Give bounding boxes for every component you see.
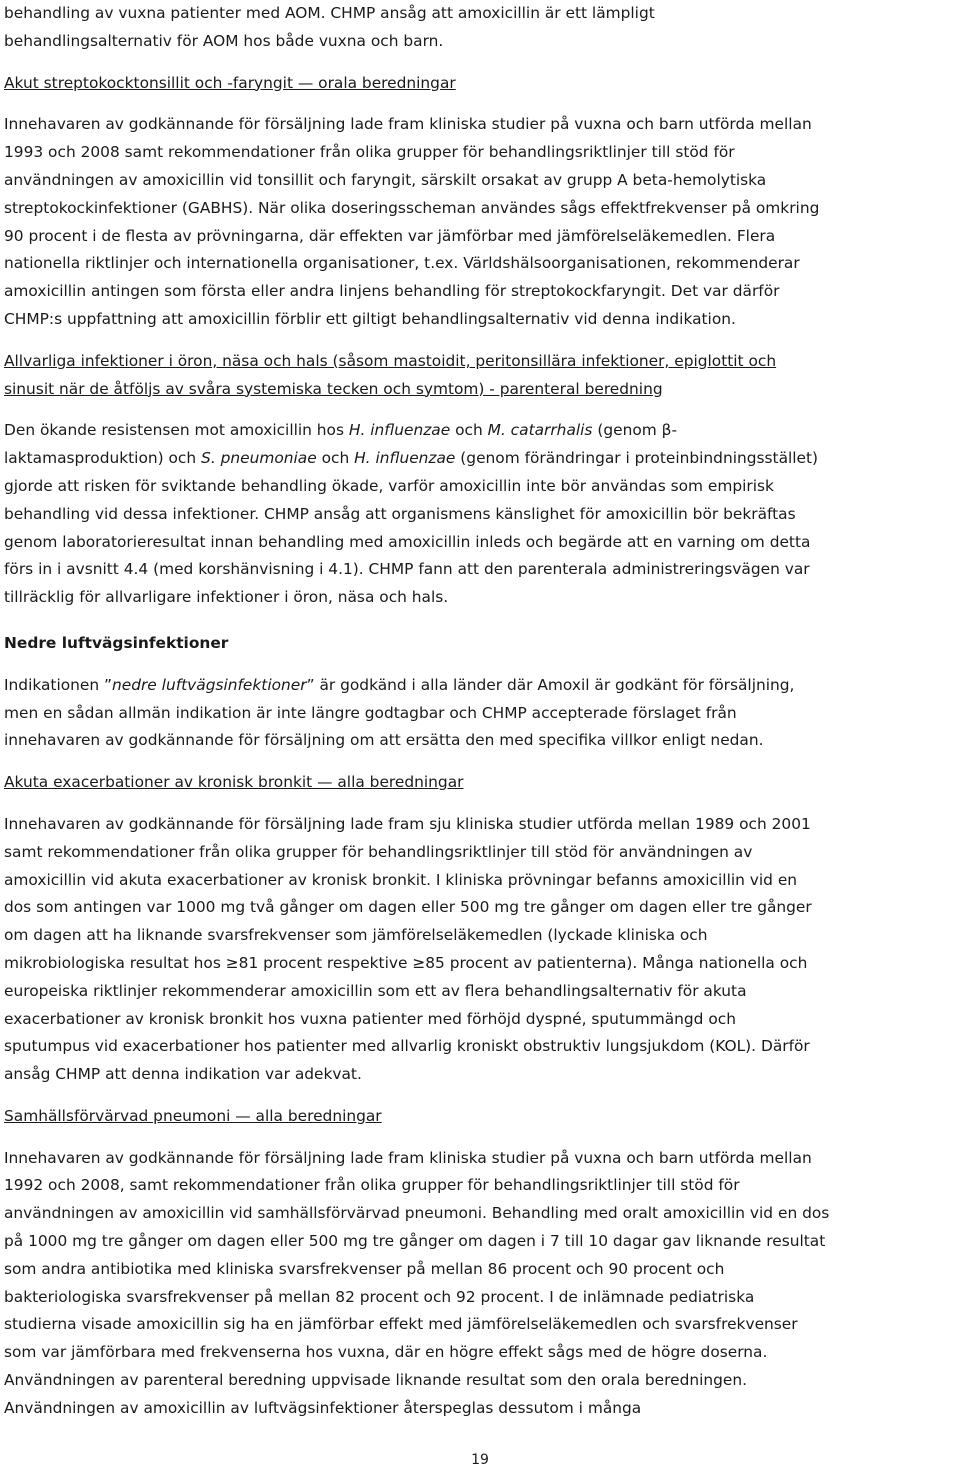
paragraph-line: Innehavaren av godkännande för försäljning lade fram kliniska studier på vuxna och barn utförda mellan	[4, 115, 812, 134]
organism-name: S. pneumoniae	[201, 449, 317, 468]
organism-name: M. catarrhalis	[487, 421, 593, 440]
paragraph-line: genom laboratorieresultat innan behandling med amoxicillin inleds och begärde att en varning om detta	[4, 532, 811, 551]
paragraph-line: användningen av amoxicillin vid tonsillit och faryngit, särskilt orsakat av grupp A beta-hemolytiska	[4, 170, 767, 189]
paragraph-line: Användningen av amoxicillin av luftvägsinfektioner återspeglas dessutom i många	[4, 1398, 642, 1417]
paragraph-line: 1992 och 2008, samt rekommendationer från olika grupper för behandlingsriktlinjer till stöd för	[4, 1176, 740, 1195]
text-run: (genom β-	[592, 421, 678, 440]
paragraph-line: mikrobiologiska resultat hos ≥81 procent respektive ≥85 procent av patienterna). Många nationella och	[4, 953, 808, 972]
text-run: Indikationen ”	[4, 675, 112, 694]
paragraph-line: amoxicillin antingen som första eller andra linjens behandling för streptokockfaryngit. Det var därför	[4, 282, 780, 301]
page-number: 19	[471, 1452, 489, 1468]
text-run: ” är godkänd i alla länder där Amoxil är godkänt för försäljning,	[306, 675, 795, 694]
paragraph-line: nationella riktlinjer och internationella organisationer, t.ex. Världshälsoorganisationen, rekommenderar	[4, 254, 800, 273]
intro-line: behandlingsalternativ för AOM hos både vuxna och barn.	[4, 31, 444, 50]
paragraph-line: gjorde att risken för sviktande behandling ökade, varför amoxicillin inte bör användas som empirisk	[4, 476, 774, 495]
paragraph-line: men en sådan allmän indikation är inte längre godtagbar och CHMP accepterade förslaget från	[4, 703, 737, 722]
text-run: och	[316, 449, 355, 468]
section-heading-ear: Allvarliga infektioner i öron, näsa och hals (såsom mastoidit, peritonsillära infektioner, epiglottit och	[4, 351, 777, 370]
paragraph-line: 90 procent i de flesta av prövningarna, där effekten var jämförbar med jämförelseläkemedlen. Flera	[4, 226, 776, 245]
paragraph-line: som var jämförbara med frekvenserna hos vuxna, där en högre effekt sågs med de högre doserna.	[4, 1343, 768, 1362]
paragraph-line: behandling vid dessa infektioner. CHMP ansåg att organismens känslighet för amoxicillin bör bekräftas	[4, 504, 796, 523]
paragraph-line: studierna visade amoxicillin sig ha en jämförbar effekt med jämförelseläkemedlen och svarsfrekvenser	[4, 1315, 798, 1334]
text-run: Den ökande resistensen mot amoxicillin hos	[4, 421, 349, 440]
intro-line: behandling av vuxna patienter med AOM. CHMP ansåg att amoxicillin är ett lämpligt	[4, 4, 655, 22]
paragraph-line: bakteriologiska svarsfrekvenser på mellan 82 procent och 92 procent. I de inlämnade pediatriska	[4, 1287, 755, 1306]
text-run: (genom förändringar i proteinbindningsstället)	[455, 449, 819, 468]
paragraph-line: om dagen att ha liknande svarsfrekvenser som jämförelseläkemedlen (lyckade kliniska och	[4, 926, 708, 945]
paragraph-line: exacerbationer av kronisk bronkit hos vuxna patienter med förhöjd dyspné, sputummängd och	[4, 1009, 736, 1028]
paragraph-line: CHMP:s uppfattning att amoxicillin förblir ett giltigt behandlingsalternativ vid denna indikation.	[4, 309, 736, 328]
paragraph-line: dos som antingen var 1000 mg två gånger om dagen eller 500 mg tre gånger om dagen eller tre gånger	[4, 898, 812, 917]
organism-name: H. influenzae	[348, 421, 451, 440]
document-page	[4, 0, 956, 1423]
organism-name: H. influenzae	[354, 449, 456, 468]
paragraph-line: förs in i avsnitt 4.4 (med korshänvisning i 4.1). CHMP fann att den parenterala administreringsvägen var	[4, 560, 810, 579]
paragraph-line: 1993 och 2008 samt rekommendationer från olika grupper för behandlingsriktlinjer till stöd för	[4, 143, 735, 162]
section-heading-bronkit: Akuta exacerbationer av kronisk bronkit — alla beredningar	[4, 773, 464, 792]
paragraph-line	[4, 445, 956, 473]
paragraph-line: innehavaren av godkännande för försäljning om att ersätta den med specifika villkor enligt nedan.	[4, 731, 764, 750]
section-heading-pneumoni: Samhällsförvärvad pneumoni — alla beredningar	[4, 1106, 382, 1125]
paragraph-line: som andra antibiotika med kliniska svarsfrekvenser på mellan 86 procent och 90 procent och	[4, 1259, 725, 1278]
paragraph-line: sputumpus vid exacerbationer hos patienter med allvarlig kroniskt obstruktiv lungsjukdom (KOL). Därför	[4, 1037, 810, 1056]
paragraph-line: europeiska riktlinjer rekommenderar amoxicillin som ett av flera behandlingsalternativ för akuta	[4, 981, 747, 1000]
paragraph-line: samt rekommendationer från olika grupper för behandlingsriktlinjer till stöd för användningen av	[4, 842, 753, 861]
paragraph-line: Innehavaren av godkännande för försäljning lade fram sju kliniska studier utförda mellan 1989 och 2001	[4, 814, 811, 833]
paragraph-line	[4, 417, 956, 445]
emphasis: nedre luftvägsinfektioner	[111, 675, 307, 694]
paragraph-line: streptokockinfektioner (GABHS). När olika doseringsscheman användes sågs effektfrekvenser på omkring	[4, 198, 820, 217]
paragraph-line: användningen av amoxicillin vid samhällsförvärvad pneumoni. Behandling med oralt amoxicillin vid en dos	[4, 1204, 830, 1223]
paragraph-line: ansåg CHMP att denna indikation var adekvat.	[4, 1065, 362, 1084]
paragraph-line: på 1000 mg tre gånger om dagen eller 500 mg tre gånger om dagen i 7 till 10 dagar gav liknande resultat	[4, 1232, 826, 1251]
paragraph-line: Innehavaren av godkännande för försäljning lade fram kliniska studier på vuxna och barn utförda mellan	[4, 1148, 812, 1167]
text-run: och	[450, 421, 488, 440]
section-heading-ear: sinusit när de åtföljs av svåra systemiska tecken och symtom) - parenteral beredning	[4, 379, 663, 398]
paragraph-line: amoxicillin vid akuta exacerbationer av kronisk bronkit. I kliniska prövningar befanns amoxicillin vid en	[4, 870, 798, 889]
section-heading-tonsillit: Akut streptokocktonsillit och -faryngit — orala beredningar	[4, 73, 456, 92]
paragraph-line: tillräcklig för allvarligare infektioner i öron, näsa och hals.	[4, 588, 449, 607]
text-run: laktamasproduktion) och	[4, 449, 202, 468]
paragraph-line	[4, 672, 956, 700]
section-heading-lower: Nedre luftvägsinfektioner	[4, 633, 229, 652]
paragraph-line: Användningen av parenteral beredning uppvisade liknande resultat som den orala beredningen.	[4, 1371, 748, 1390]
